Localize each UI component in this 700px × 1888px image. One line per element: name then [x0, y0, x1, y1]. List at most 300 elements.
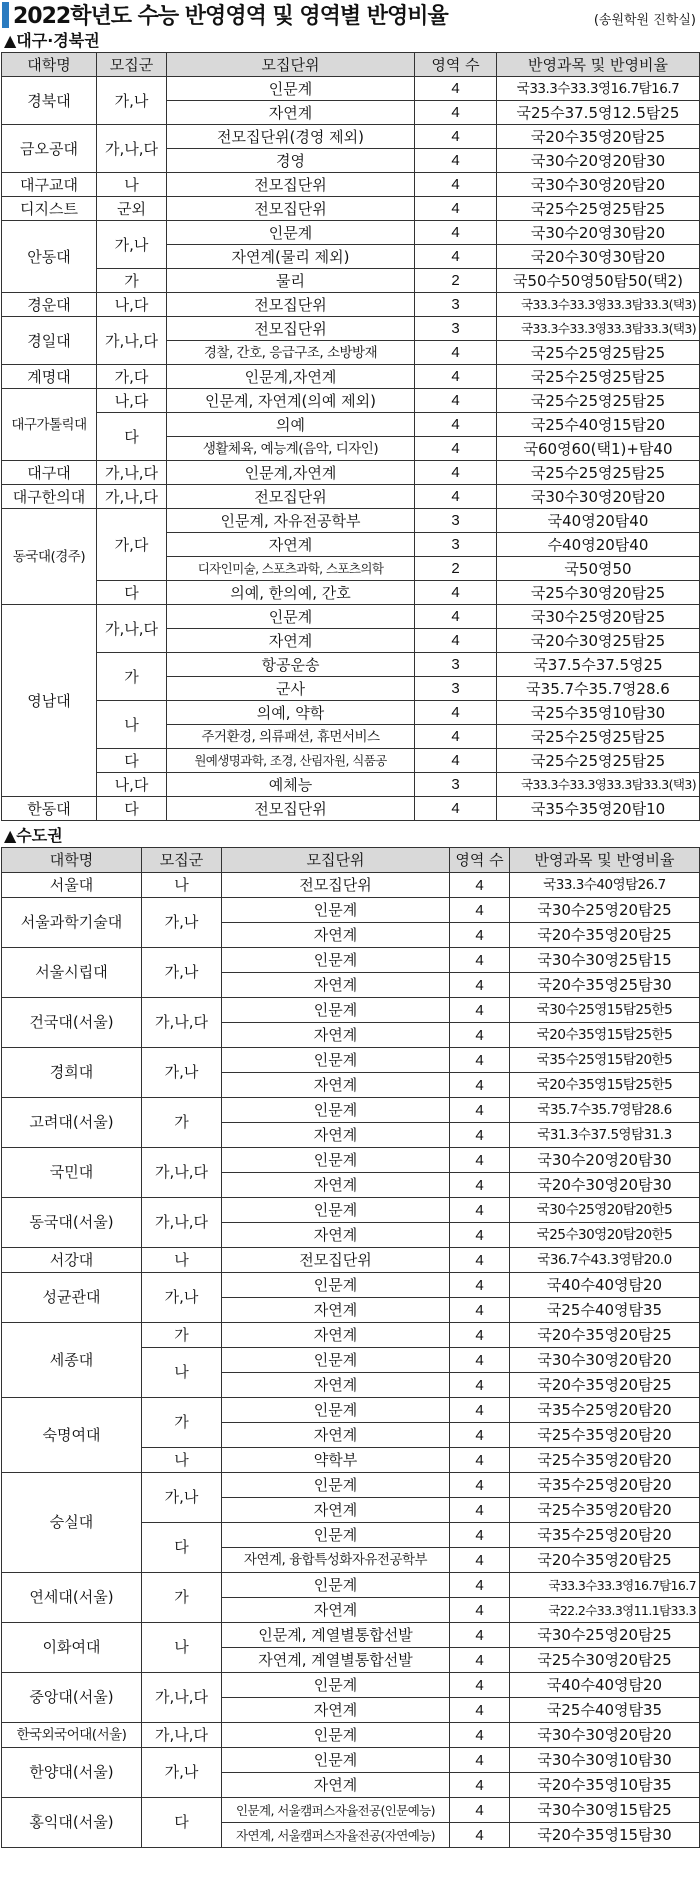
header-university: 대학명: [2, 848, 142, 873]
area-count-cell: 4: [415, 749, 497, 773]
area-count-cell: 4: [415, 101, 497, 125]
ratio-cell: 수40영20탐40: [497, 533, 700, 557]
area-count-cell: 4: [450, 1323, 510, 1348]
group-cell: 가,나,다: [142, 998, 222, 1048]
ratio-cell: 국30수25영15탐25한5: [510, 998, 700, 1023]
university-cell: 세종대: [2, 1323, 142, 1398]
ratio-cell: 국30수30영20탐20: [497, 173, 700, 197]
unit-cell: 자연계: [222, 1423, 450, 1448]
table-row: [2, 1473, 700, 1498]
ratio-cell: 국20수30영25탐25: [497, 629, 700, 653]
table-row: [2, 485, 700, 509]
unit-cell: 경찰, 간호, 응급구조, 소방방재: [167, 341, 415, 365]
area-count-cell: 4: [415, 245, 497, 269]
table-row: [2, 77, 700, 101]
group-cell: 다: [142, 1798, 222, 1848]
ratio-cell: 국25수30영20탐25: [497, 581, 700, 605]
area-count-cell: 4: [450, 1123, 510, 1148]
area-count-cell: 4: [415, 437, 497, 461]
unit-cell: 자연계: [167, 101, 415, 125]
unit-cell: 전모집단위: [167, 317, 415, 341]
header-ratio: 반영과목 및 반영비율: [510, 848, 700, 873]
area-count-cell: 4: [450, 1598, 510, 1623]
unit-cell: 인문계: [222, 898, 450, 923]
area-count-cell: 4: [415, 125, 497, 149]
area-count-cell: 4: [415, 77, 497, 101]
area-count-cell: 4: [415, 173, 497, 197]
group-cell: 가,나: [142, 898, 222, 948]
area-count-cell: 4: [450, 998, 510, 1023]
area-count-cell: 4: [450, 1523, 510, 1548]
area-count-cell: 4: [450, 1498, 510, 1523]
table-row: [2, 653, 700, 677]
table-row: [2, 1798, 700, 1823]
group-cell: 가: [142, 1573, 222, 1623]
section-title-capital: ▲수도권: [4, 826, 63, 845]
table-row: [2, 1723, 700, 1748]
unit-cell: 인문계: [222, 1348, 450, 1373]
ratio-cell: 국25수25영25탐25: [497, 389, 700, 413]
unit-cell: 인문계: [222, 1473, 450, 1498]
unit-cell: 인문계: [222, 1723, 450, 1748]
group-cell: 가,나,다: [97, 125, 167, 173]
area-count-cell: 4: [450, 948, 510, 973]
unit-cell: 자연계: [222, 1073, 450, 1098]
area-count-cell: 4: [415, 341, 497, 365]
university-cell: 대구교대: [2, 173, 97, 197]
area-count-cell: 4: [415, 485, 497, 509]
unit-cell: 예체능: [167, 773, 415, 797]
university-cell: 서울시립대: [2, 948, 142, 998]
unit-cell: 인문계: [222, 948, 450, 973]
area-count-cell: 4: [415, 221, 497, 245]
unit-cell: 인문계, 자연계(의예 제외): [167, 389, 415, 413]
unit-cell: 물리: [167, 269, 415, 293]
area-count-cell: 4: [450, 1698, 510, 1723]
ratio-cell: 국33.3수33.3영33.3탐33.3(택3): [497, 773, 700, 797]
area-count-cell: 4: [415, 629, 497, 653]
table-row: [2, 1398, 700, 1423]
unit-cell: 의예: [167, 413, 415, 437]
area-count-cell: 4: [450, 1073, 510, 1098]
table-row: [2, 898, 700, 923]
group-cell: 가: [97, 653, 167, 701]
group-cell: 가,나: [97, 77, 167, 125]
header: [0, 0, 700, 30]
group-cell: 나: [142, 1448, 222, 1473]
area-count-cell: 3: [415, 317, 497, 341]
unit-cell: 전모집단위(경영 제외): [167, 125, 415, 149]
unit-cell: 자연계: [222, 1698, 450, 1723]
header-group: 모집군: [142, 848, 222, 873]
unit-cell: 원예생명과학, 조경, 산림자원, 식품공: [167, 749, 415, 773]
university-cell: 경희대: [2, 1048, 142, 1098]
header-unit: 모집단위: [167, 53, 415, 77]
table-row: [2, 1248, 700, 1273]
area-count-cell: 4: [415, 413, 497, 437]
unit-cell: 자연계, 서울캠퍼스자율전공(자연예능): [222, 1823, 450, 1848]
area-count-cell: 4: [450, 1298, 510, 1323]
unit-cell: 인문계: [222, 1148, 450, 1173]
unit-cell: 전모집단위: [167, 173, 415, 197]
university-cell: 경운대: [2, 293, 97, 317]
group-cell: 가,나: [142, 948, 222, 998]
ratio-cell: 국25수35영20탐20: [510, 1423, 700, 1448]
area-count-cell: 4: [415, 461, 497, 485]
university-cell: 경북대: [2, 77, 97, 125]
unit-cell: 인문계,자연계: [167, 461, 415, 485]
ratio-cell: 국35수25영15탐20한5: [510, 1048, 700, 1073]
university-cell: 금오공대: [2, 125, 97, 173]
ratio-cell: 국20수35영20탐25: [497, 125, 700, 149]
table-row: [2, 1148, 700, 1173]
ratio-cell: 국25수25영25탐25: [497, 197, 700, 221]
table-row: [2, 1748, 700, 1773]
area-count-cell: 4: [450, 1023, 510, 1048]
ratio-cell: 국30수30영20탐20: [497, 485, 700, 509]
university-cell: 안동대: [2, 221, 97, 293]
area-count-cell: 4: [415, 605, 497, 629]
table-row: [2, 461, 700, 485]
ratio-cell: 국25수25영25탐25: [497, 461, 700, 485]
ratio-cell: 국25수40영탐35: [510, 1698, 700, 1723]
group-cell: 다: [142, 1523, 222, 1573]
university-cell: 서강대: [2, 1248, 142, 1273]
ratio-cell: 국40영20탐40: [497, 509, 700, 533]
unit-cell: 전모집단위: [222, 1248, 450, 1273]
ratio-cell: 국20수35영15탐25한5: [510, 1073, 700, 1098]
table-row: [2, 1323, 700, 1348]
unit-cell: 인문계,자연계: [167, 365, 415, 389]
ratio-cell: 국25수25영25탐25: [497, 725, 700, 749]
ratio-cell: 국35수25영20탐20: [510, 1398, 700, 1423]
ratio-cell: 국37.5수37.5영25: [497, 653, 700, 677]
unit-cell: 자연계: [222, 1298, 450, 1323]
unit-cell: 주거환경, 의류패션, 휴먼서비스: [167, 725, 415, 749]
unit-cell: 인문계: [222, 1523, 450, 1548]
ratio-cell: 국20수35영15탐30: [510, 1823, 700, 1848]
group-cell: 나: [142, 873, 222, 898]
group-cell: 가,나,다: [97, 605, 167, 653]
area-count-cell: 4: [415, 389, 497, 413]
unit-cell: 자연계: [222, 1373, 450, 1398]
unit-cell: 인문계, 계열별통합선발: [222, 1623, 450, 1648]
table-row: [2, 389, 700, 413]
ratio-cell: 국40수40영탐20: [510, 1673, 700, 1698]
university-cell: 서울대: [2, 873, 142, 898]
group-cell: 나: [97, 701, 167, 749]
ratio-cell: 국33.3수33.3영33.3탐33.3(택3): [497, 293, 700, 317]
ratio-cell: 국25수30영20탐20한5: [510, 1223, 700, 1248]
unit-cell: 약학부: [222, 1448, 450, 1473]
ratio-cell: 국25수40영탐35: [510, 1298, 700, 1323]
ratio-cell: 국33.3수33.3영16.7탐16.7: [497, 77, 700, 101]
unit-cell: 인문계: [167, 605, 415, 629]
area-count-cell: 4: [415, 149, 497, 173]
area-count-cell: 4: [450, 1248, 510, 1273]
group-cell: 다: [97, 797, 167, 821]
unit-cell: 자연계, 계열별통합선발: [222, 1648, 450, 1673]
group-cell: 다: [97, 581, 167, 605]
table-row: [2, 1198, 700, 1223]
group-cell: 가,나: [97, 221, 167, 269]
unit-cell: 생활체육, 예능계(음악, 디자인): [167, 437, 415, 461]
table-capital: [1, 847, 700, 1848]
group-cell: 다: [97, 413, 167, 461]
table-row: [2, 1573, 700, 1598]
ratio-cell: 국33.3수33.3영16.7탐16.7: [510, 1573, 700, 1598]
title-group: [2, 0, 448, 30]
unit-cell: 전모집단위: [167, 197, 415, 221]
area-count-cell: 4: [450, 1773, 510, 1798]
area-count-cell: 4: [450, 1098, 510, 1123]
source-credit: (송원학원 진학실): [593, 13, 696, 28]
ratio-cell: 국50수50영50탐50(택2): [497, 269, 700, 293]
table-row: [2, 797, 700, 821]
header-ratio: 반영과목 및 반영비율: [497, 53, 700, 77]
ratio-cell: 국20수35영15탐25한5: [510, 1023, 700, 1048]
area-count-cell: 4: [450, 1173, 510, 1198]
area-count-cell: 4: [450, 1373, 510, 1398]
unit-cell: 인문계: [222, 1198, 450, 1223]
area-count-cell: 4: [450, 1348, 510, 1373]
group-cell: 가,나: [142, 1473, 222, 1523]
area-count-cell: 4: [415, 701, 497, 725]
ratio-cell: 국25수35영20탐20: [510, 1498, 700, 1523]
ratio-cell: 국20수35영20탐25: [510, 923, 700, 948]
university-cell: 디지스트: [2, 197, 97, 221]
area-count-cell: 4: [450, 1048, 510, 1073]
group-cell: 가: [97, 269, 167, 293]
table-row: [2, 125, 700, 149]
area-count-cell: 4: [450, 1148, 510, 1173]
ratio-cell: 국30수20영20탐30: [510, 1148, 700, 1173]
ratio-cell: 국33.3수40영탐26.7: [510, 873, 700, 898]
group-cell: 가,다: [97, 365, 167, 389]
ratio-cell: 국35수25영20탐20: [510, 1473, 700, 1498]
university-cell: 국민대: [2, 1148, 142, 1198]
header-unit: 모집단위: [222, 848, 450, 873]
area-count-cell: 4: [450, 973, 510, 998]
university-cell: 동국대(서울): [2, 1198, 142, 1248]
ratio-cell: 국30수25영20탐20한5: [510, 1198, 700, 1223]
group-cell: 나,다: [97, 293, 167, 317]
unit-cell: 인문계: [167, 77, 415, 101]
ratio-cell: 국25수30영20탐25: [510, 1648, 700, 1673]
ratio-cell: 국20수30영30탐20: [497, 245, 700, 269]
area-count-cell: 3: [415, 653, 497, 677]
university-cell: 연세대(서울): [2, 1573, 142, 1623]
unit-cell: 경영: [167, 149, 415, 173]
area-count-cell: 3: [415, 773, 497, 797]
ratio-cell: 국30수25영20탐25: [510, 1623, 700, 1648]
unit-cell: 자연계: [222, 1498, 450, 1523]
ratio-cell: 국30수30영15탐25: [510, 1798, 700, 1823]
group-cell: 가,나: [142, 1748, 222, 1798]
ratio-cell: 국30수25영20탐25: [497, 605, 700, 629]
university-cell: 영남대: [2, 605, 97, 797]
area-count-cell: 3: [415, 509, 497, 533]
university-cell: 동국대(경주): [2, 509, 97, 605]
unit-cell: 자연계: [222, 973, 450, 998]
group-cell: 나: [142, 1348, 222, 1398]
group-cell: 나: [97, 173, 167, 197]
area-count-cell: 4: [450, 1398, 510, 1423]
ratio-cell: 국31.3수37.5영탐31.3: [510, 1123, 700, 1148]
university-cell: 한국외국어대(서울): [2, 1723, 142, 1748]
university-cell: 경일대: [2, 317, 97, 365]
university-cell: 고려대(서울): [2, 1098, 142, 1148]
university-cell: 대구한의대: [2, 485, 97, 509]
table-header: [2, 53, 700, 77]
group-cell: 가,나,다: [142, 1723, 222, 1748]
area-count-cell: 4: [450, 1548, 510, 1573]
ratio-cell: 국36.7수43.3영탐20.0: [510, 1248, 700, 1273]
unit-cell: 전모집단위: [167, 797, 415, 821]
section-title-daegu: ▲대구·경북권: [4, 31, 100, 50]
ratio-cell: 국30수30영20탐20: [510, 1348, 700, 1373]
unit-cell: 의예, 한의예, 간호: [167, 581, 415, 605]
unit-cell: 자연계: [222, 1023, 450, 1048]
group-cell: 가,나: [142, 1273, 222, 1323]
ratio-cell: 국40수40영탐20: [510, 1273, 700, 1298]
unit-cell: 인문계: [222, 998, 450, 1023]
unit-cell: 자연계: [222, 1323, 450, 1348]
group-cell: 나,다: [97, 773, 167, 797]
area-count-cell: 4: [450, 1273, 510, 1298]
ratio-cell: 국25수35영20탐20: [510, 1448, 700, 1473]
ratio-cell: 국30수30영20탐20: [510, 1723, 700, 1748]
area-count-cell: 4: [415, 725, 497, 749]
area-count-cell: 4: [450, 1573, 510, 1598]
area-count-cell: 4: [415, 581, 497, 605]
table-row: [2, 701, 700, 725]
area-count-cell: 3: [415, 533, 497, 557]
ratio-cell: 국25수25영25탐25: [497, 749, 700, 773]
unit-cell: 자연계: [222, 1173, 450, 1198]
table-row: [2, 749, 700, 773]
ratio-cell: 국30수25영20탐25: [510, 898, 700, 923]
table-row: [2, 1048, 700, 1073]
university-cell: 이화여대: [2, 1623, 142, 1673]
area-count-cell: 4: [415, 197, 497, 221]
header-area-count: 영역 수: [450, 848, 510, 873]
unit-cell: 자연계: [222, 1223, 450, 1248]
header-area-count: 영역 수: [415, 53, 497, 77]
table-row: [2, 1273, 700, 1298]
ratio-cell: 국35수35영20탐10: [497, 797, 700, 821]
group-cell: 가,나,다: [97, 461, 167, 485]
ratio-cell: 국20수35영10탐35: [510, 1773, 700, 1798]
header-university: 대학명: [2, 53, 97, 77]
unit-cell: 인문계: [222, 1398, 450, 1423]
table-row: [2, 998, 700, 1023]
table-row: [2, 605, 700, 629]
group-cell: 가,다: [97, 509, 167, 581]
area-count-cell: 4: [450, 1198, 510, 1223]
area-count-cell: 4: [450, 1473, 510, 1498]
unit-cell: 인문계: [222, 1098, 450, 1123]
ratio-cell: 국20수35영20탐25: [510, 1323, 700, 1348]
unit-cell: 인문계, 서울캠퍼스자율전공(인문예능): [222, 1798, 450, 1823]
table-row: [2, 948, 700, 973]
area-count-cell: 4: [450, 1623, 510, 1648]
university-cell: 한동대: [2, 797, 97, 821]
table-row: [2, 197, 700, 221]
university-cell: 서울과학기술대: [2, 898, 142, 948]
table-row: [2, 173, 700, 197]
table-row: [2, 317, 700, 341]
area-count-cell: 3: [415, 677, 497, 701]
table-row: [2, 509, 700, 533]
table-row: [2, 365, 700, 389]
university-cell: 중앙대(서울): [2, 1673, 142, 1723]
ratio-cell: 국25수37.5영12.5탐25: [497, 101, 700, 125]
unit-cell: 자연계: [167, 533, 415, 557]
table-daegu: [1, 52, 700, 821]
table-row: [2, 221, 700, 245]
unit-cell: 전모집단위: [222, 873, 450, 898]
ratio-cell: 국20수30영20탐30: [510, 1173, 700, 1198]
unit-cell: 인문계: [222, 1048, 450, 1073]
unit-cell: 인문계: [222, 1273, 450, 1298]
group-cell: 가,나: [142, 1048, 222, 1098]
unit-cell: 인문계: [222, 1573, 450, 1598]
university-cell: 숭실대: [2, 1473, 142, 1573]
area-count-cell: 3: [415, 293, 497, 317]
unit-cell: 디자인미술, 스포츠과학, 스포츠의학: [167, 557, 415, 581]
group-cell: 가,나,다: [142, 1673, 222, 1723]
title-accent-bar: [2, 2, 9, 28]
area-count-cell: 4: [415, 797, 497, 821]
ratio-cell: 국60영60(택1)+탐40: [497, 437, 700, 461]
ratio-cell: 국30수30영10탐30: [510, 1748, 700, 1773]
group-cell: 나: [142, 1248, 222, 1273]
area-count-cell: 4: [450, 1223, 510, 1248]
area-count-cell: 4: [450, 923, 510, 948]
page-title: 2022학년도 수능 반영영역 및 영역별 반영비율: [13, 4, 448, 29]
unit-cell: 인문계, 자유전공학부: [167, 509, 415, 533]
area-count-cell: 4: [450, 1648, 510, 1673]
university-cell: 건국대(서울): [2, 998, 142, 1048]
area-count-cell: 4: [450, 873, 510, 898]
group-cell: 가,나,다: [142, 1148, 222, 1198]
table-row: [2, 413, 700, 437]
group-cell: 가,나,다: [142, 1198, 222, 1248]
area-count-cell: 2: [415, 269, 497, 293]
ratio-cell: 국20수35영25탐30: [510, 973, 700, 998]
table-row: [2, 1098, 700, 1123]
table-row: [2, 581, 700, 605]
university-cell: 한양대(서울): [2, 1748, 142, 1798]
unit-cell: 자연계, 융합특성화자유전공학부: [222, 1548, 450, 1573]
university-cell: 대구대: [2, 461, 97, 485]
group-cell: 가: [142, 1398, 222, 1448]
unit-cell: 자연계: [222, 1598, 450, 1623]
area-count-cell: 4: [450, 1723, 510, 1748]
table-row: [2, 1673, 700, 1698]
unit-cell: 항공운송: [167, 653, 415, 677]
unit-cell: 자연계: [222, 1773, 450, 1798]
ratio-cell: 국35수25영20탐20: [510, 1523, 700, 1548]
group-cell: 가: [142, 1323, 222, 1348]
university-cell: 계명대: [2, 365, 97, 389]
ratio-cell: 국35.7수35.7영28.6: [497, 677, 700, 701]
area-count-cell: 4: [450, 1798, 510, 1823]
unit-cell: 인문계: [167, 221, 415, 245]
ratio-cell: 국35.7수35.7영탐28.6: [510, 1098, 700, 1123]
group-cell: 가,나,다: [97, 317, 167, 365]
